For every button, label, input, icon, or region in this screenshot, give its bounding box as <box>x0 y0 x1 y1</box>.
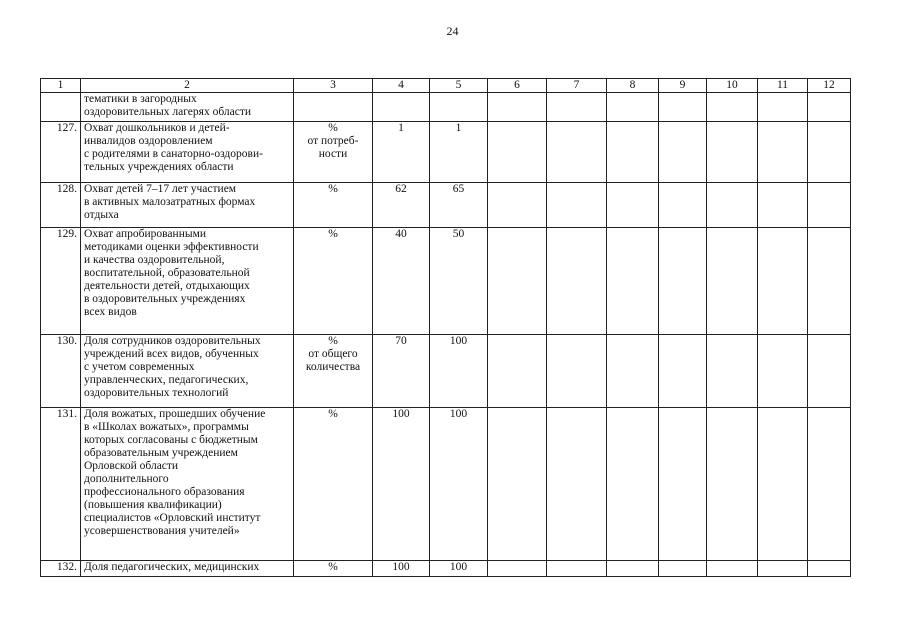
empty-cell-col-9 <box>659 122 707 183</box>
table-row <box>41 335 851 408</box>
indicator-name <box>81 122 294 183</box>
indicator-name-line: Доля вожатых, прошедших обучение <box>84 408 266 420</box>
empty-cell-col-7 <box>547 122 607 183</box>
empty-cell-col-12 <box>808 183 851 228</box>
column-header-11: 11 <box>758 79 808 93</box>
indicator-name-line: учреждений всех видов, обученных <box>84 348 259 360</box>
indicator-name <box>81 561 294 577</box>
table-row <box>41 228 851 335</box>
empty-cell-col-6 <box>488 561 547 577</box>
indicator-name-line: Охват апробированными <box>84 228 207 240</box>
empty-cell-col-11 <box>758 335 808 408</box>
unit-of-measure <box>294 408 373 561</box>
empty-cell-col-11 <box>758 183 808 228</box>
column-header-12: 12 <box>808 79 851 93</box>
indicator-name-line: тельных учреждениях области <box>84 161 234 173</box>
value-col-5: 100 <box>430 335 488 408</box>
empty-cell-col-10 <box>707 122 758 183</box>
table-row <box>41 408 851 561</box>
value-col-4: 40 <box>373 228 430 335</box>
empty-cell-col-8 <box>607 93 659 122</box>
column-header-5: 5 <box>430 79 488 93</box>
value-col-5: 100 <box>430 408 488 561</box>
empty-cell-col-11 <box>758 93 808 122</box>
indicator-name-line: оздоровительных лагерях области <box>84 106 252 118</box>
indicator-name-line: в активных малозатратных формах <box>84 196 256 208</box>
indicator-name-line: Орловской области <box>84 460 179 472</box>
empty-cell-col-7 <box>547 228 607 335</box>
unit-of-measure <box>294 228 373 335</box>
page-number: 24 <box>446 24 459 38</box>
indicator-name-line: усовершенствования учителей» <box>84 525 240 537</box>
indicator-name <box>81 183 294 228</box>
table-row <box>41 183 851 228</box>
indicator-name-line: и качества оздоровительной, <box>84 254 225 266</box>
value-col-5: 50 <box>430 228 488 335</box>
column-header-10: 10 <box>707 79 758 93</box>
column-header-3: 3 <box>294 79 373 93</box>
column-header-7: 7 <box>547 79 607 93</box>
value-col-4: 1 <box>373 122 430 183</box>
empty-cell-col-7 <box>547 335 607 408</box>
column-header-6: 6 <box>488 79 547 93</box>
empty-cell-col-12 <box>808 122 851 183</box>
unit-line: % <box>328 122 338 134</box>
indicator-name-line: специалистов «Орловский институт <box>84 512 261 524</box>
value-col-4: 100 <box>373 561 430 577</box>
empty-cell-col-11 <box>758 228 808 335</box>
empty-cell-col-12 <box>808 228 851 335</box>
empty-cell-col-6 <box>488 93 547 122</box>
unit-line: % <box>328 335 338 347</box>
unit-line: количества <box>305 361 361 373</box>
column-header-2: 2 <box>81 79 294 93</box>
table-row <box>41 561 851 577</box>
empty-cell-col-11 <box>758 122 808 183</box>
value-col-5: 1 <box>430 122 488 183</box>
row-number: 131. <box>41 408 81 561</box>
indicator-name-line: которых согласованы с бюджетным <box>84 434 258 446</box>
empty-cell-col-9 <box>659 183 707 228</box>
indicator-name <box>81 335 294 408</box>
column-header-row <box>41 79 851 93</box>
row-number: 132. <box>41 561 81 577</box>
column-header-1: 1 <box>41 79 81 93</box>
empty-cell-col-8 <box>607 183 659 228</box>
row-number: 128. <box>41 183 81 228</box>
empty-cell-col-11 <box>758 408 808 561</box>
empty-cell-col-7 <box>547 408 607 561</box>
indicator-name <box>81 408 294 561</box>
empty-cell-col-10 <box>707 183 758 228</box>
table-row <box>41 122 851 183</box>
empty-cell-col-7 <box>547 183 607 228</box>
unit-of-measure <box>294 335 373 408</box>
empty-cell-col-8 <box>607 228 659 335</box>
empty-cell-col-10 <box>707 408 758 561</box>
indicator-name-line: методиками оценки эффективности <box>84 241 259 253</box>
empty-cell-col-12 <box>808 408 851 561</box>
indicator-name <box>81 93 294 122</box>
unit-line: ности <box>318 148 348 160</box>
indicator-name-line: в оздоровительных учреждениях <box>84 293 246 305</box>
empty-cell-col-11 <box>758 561 808 577</box>
indicator-name-line: отдыха <box>84 209 119 221</box>
empty-cell-col-9 <box>659 561 707 577</box>
value-col-5: 100 <box>430 561 488 577</box>
indicator-name-line: дополнительного <box>84 473 169 485</box>
empty-cell-col-10 <box>707 228 758 335</box>
empty-cell-col-12 <box>808 561 851 577</box>
empty-cell-col-9 <box>659 408 707 561</box>
unit-of-measure <box>294 93 373 122</box>
empty-cell-col-6 <box>488 228 547 335</box>
column-header-4: 4 <box>373 79 430 93</box>
empty-cell-col-6 <box>488 183 547 228</box>
empty-cell-col-9 <box>659 93 707 122</box>
empty-cell-col-9 <box>659 335 707 408</box>
indicator-name-line: в «Школах вожатых», программы <box>84 421 249 433</box>
empty-cell-col-9 <box>659 228 707 335</box>
indicator-name-line: профессионального образования <box>84 486 245 498</box>
value-col-5: 65 <box>430 183 488 228</box>
value-col-4 <box>373 93 430 122</box>
row-number: 129. <box>41 228 81 335</box>
indicator-name-line: деятельности детей, отдыхающих <box>84 280 250 292</box>
indicator-name-line: всех видов <box>84 306 137 318</box>
empty-cell-col-10 <box>707 335 758 408</box>
unit-line: от общего <box>308 348 358 360</box>
indicators-table <box>40 78 851 577</box>
table-row <box>41 93 851 122</box>
indicator-name-line: управленческих, педагогических, <box>84 374 249 386</box>
unit-line: % <box>328 228 338 240</box>
indicator-name-line: (повышения квалификации) <box>84 499 222 511</box>
empty-cell-col-10 <box>707 93 758 122</box>
unit-line: % <box>328 408 338 420</box>
indicator-name-line: с учетом современных <box>84 361 195 373</box>
indicator-name <box>81 228 294 335</box>
indicator-name-line: инвалидов оздоровлением <box>84 135 213 147</box>
column-header-8: 8 <box>607 79 659 93</box>
empty-cell-col-6 <box>488 408 547 561</box>
empty-cell-col-12 <box>808 335 851 408</box>
indicator-name-line: с родителями в санаторно-оздорови- <box>84 148 263 160</box>
indicator-name-line: воспитательной, образовательной <box>84 267 250 279</box>
empty-cell-col-7 <box>547 93 607 122</box>
value-col-4: 62 <box>373 183 430 228</box>
indicator-name-line: Доля сотрудников оздоровительных <box>84 335 261 347</box>
indicator-name-line: Охват дошкольников и детей- <box>84 122 230 134</box>
empty-cell-col-8 <box>607 335 659 408</box>
row-number: 130. <box>41 335 81 408</box>
value-col-4: 70 <box>373 335 430 408</box>
indicator-name-line: оздоровительных технологий <box>84 387 229 399</box>
unit-line: от потреб- <box>307 135 359 147</box>
empty-cell-col-8 <box>607 408 659 561</box>
unit-of-measure <box>294 122 373 183</box>
unit-line: % <box>328 561 338 573</box>
empty-cell-col-12 <box>808 93 851 122</box>
empty-cell-col-8 <box>607 122 659 183</box>
empty-cell-col-8 <box>607 561 659 577</box>
unit-of-measure <box>294 561 373 577</box>
value-col-4: 100 <box>373 408 430 561</box>
indicator-name-line: образовательным учреждением <box>84 447 238 459</box>
indicator-name-line: Охват детей 7–17 лет участием <box>84 183 237 195</box>
empty-cell-col-6 <box>488 335 547 408</box>
empty-cell-col-7 <box>547 561 607 577</box>
empty-cell-col-10 <box>707 561 758 577</box>
unit-line: % <box>328 183 338 195</box>
row-number <box>41 93 81 122</box>
indicator-name-line: тематики в загородных <box>84 93 197 105</box>
column-header-9: 9 <box>659 79 707 93</box>
value-col-5 <box>430 93 488 122</box>
indicator-name-line: Доля педагогических, медицинских <box>84 561 260 573</box>
unit-of-measure <box>294 183 373 228</box>
row-number: 127. <box>41 122 81 183</box>
empty-cell-col-6 <box>488 122 547 183</box>
